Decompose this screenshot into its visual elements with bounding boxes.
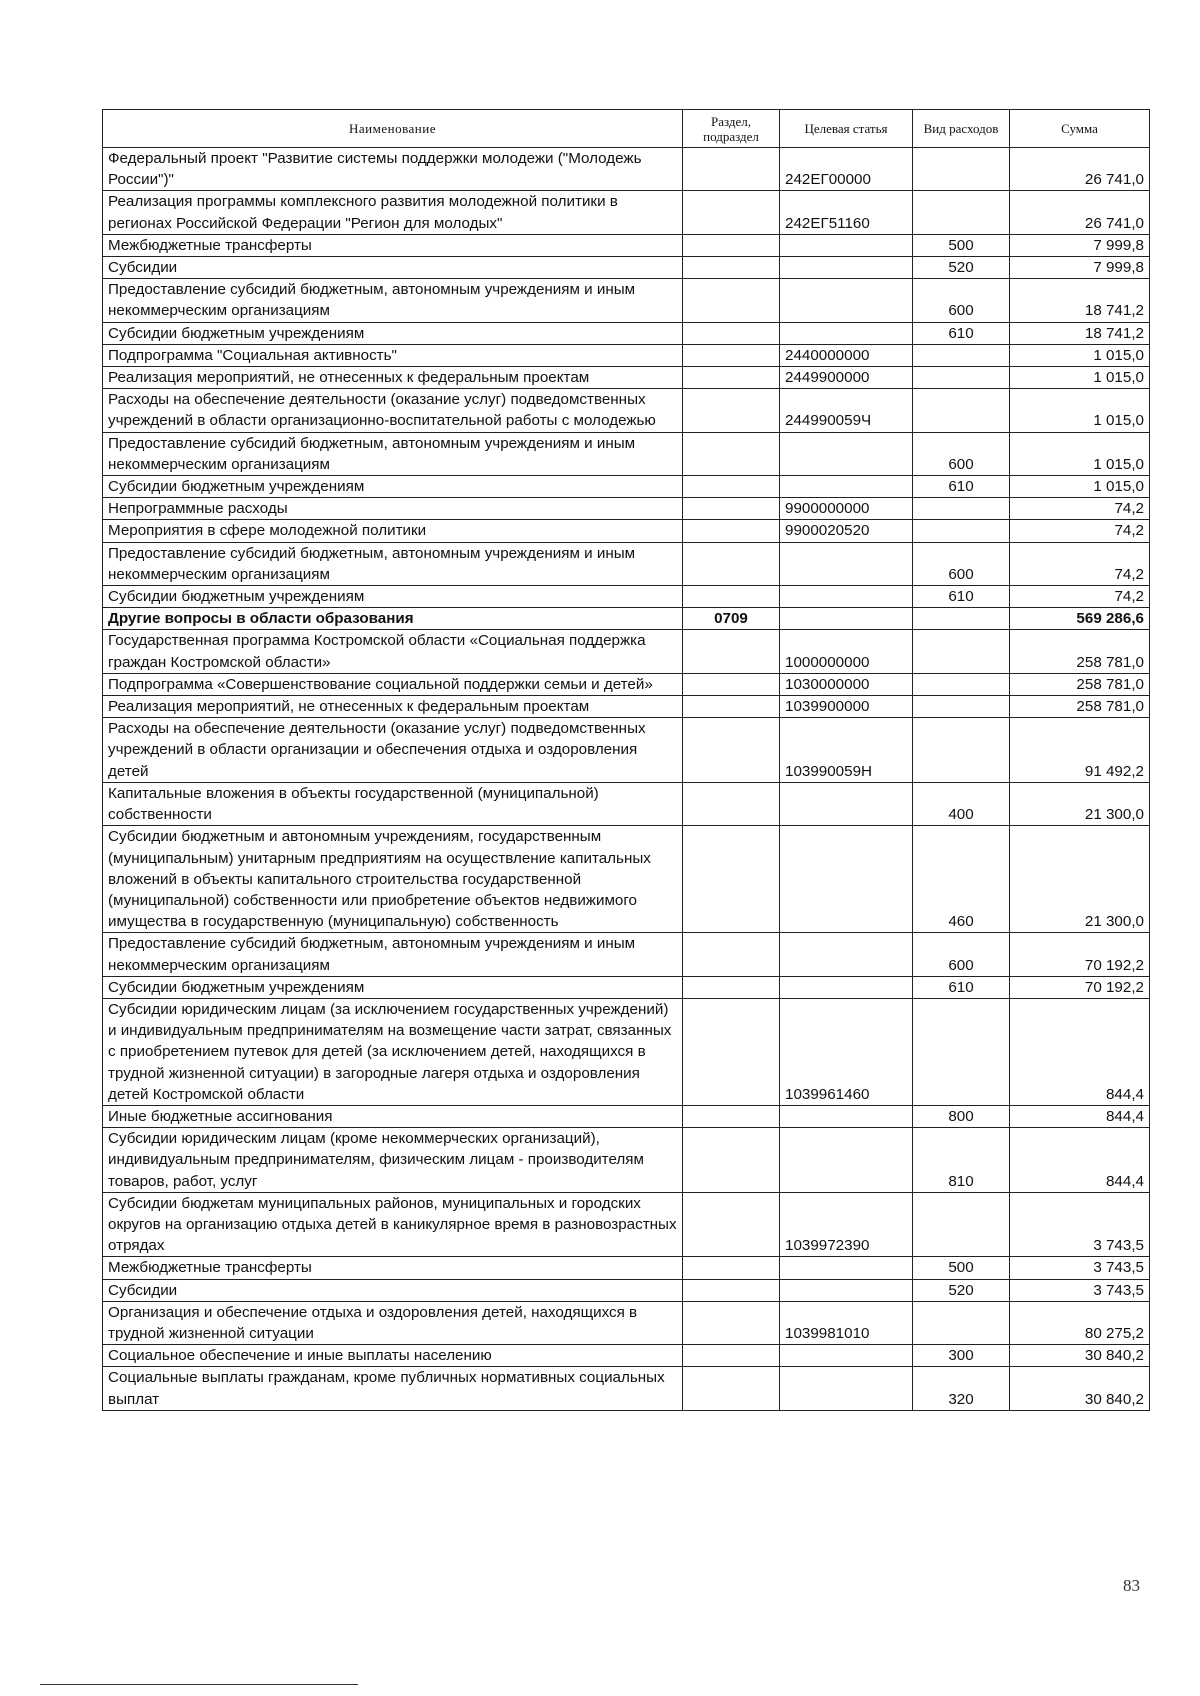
- cell-section: [683, 1301, 780, 1344]
- cell-target: 2440000000: [780, 344, 913, 366]
- cell-type: 460: [913, 826, 1010, 933]
- cell-target: [780, 322, 913, 344]
- cell-name: Другие вопросы в области образования: [103, 608, 683, 630]
- cell-type: [913, 630, 1010, 673]
- cell-type: [913, 498, 1010, 520]
- cell-name: Реализация мероприятий, не отнесенных к федеральным проектам: [103, 696, 683, 718]
- table-body: [103, 148, 1150, 1411]
- cell-target: 2449900000: [780, 367, 913, 389]
- cell-type: [913, 367, 1010, 389]
- cell-section: [683, 1279, 780, 1301]
- cell-name: Расходы на обеспечение деятельности (оказание услуг) подведомственных учреждений в области организационно-воспитательной работы с молодежью: [103, 389, 683, 432]
- cell-sum: 70 192,2: [1010, 933, 1150, 976]
- cell-sum: 30 840,2: [1010, 1345, 1150, 1367]
- cell-sum: 74,2: [1010, 498, 1150, 520]
- cell-type: [913, 998, 1010, 1105]
- cell-name: Подпрограмма "Социальная активность": [103, 344, 683, 366]
- table-row: [103, 1257, 1150, 1279]
- cell-target: [780, 1345, 913, 1367]
- cell-section: [683, 976, 780, 998]
- table-row: [103, 1128, 1150, 1193]
- table-row: [103, 696, 1150, 718]
- cell-name: Расходы на обеспечение деятельности (оказание услуг) подведомственных учреждений в области организации и обеспечения отдыха и оздоровления детей: [103, 718, 683, 783]
- cell-target: [780, 432, 913, 475]
- cell-target: [780, 1367, 913, 1410]
- cell-target: [780, 1128, 913, 1193]
- cell-target: [780, 1279, 913, 1301]
- cell-sum: 844,4: [1010, 1105, 1150, 1127]
- cell-sum: 258 781,0: [1010, 696, 1150, 718]
- cell-name: Государственная программа Костромской области «Социальная поддержка граждан Костромской области»: [103, 630, 683, 673]
- cell-sum: 18 741,2: [1010, 322, 1150, 344]
- cell-target: [780, 826, 913, 933]
- cell-type: [913, 1192, 1010, 1257]
- cell-name: Межбюджетные трансферты: [103, 234, 683, 256]
- cell-name: Иные бюджетные ассигнования: [103, 1105, 683, 1127]
- cell-section: [683, 1128, 780, 1193]
- page-number: 83: [1123, 1576, 1140, 1595]
- cell-type: [913, 1301, 1010, 1344]
- table-row: [103, 1105, 1150, 1127]
- cell-section: [683, 279, 780, 322]
- cell-sum: 21 300,0: [1010, 782, 1150, 825]
- cell-name: Непрограммные расходы: [103, 498, 683, 520]
- cell-name: Предоставление субсидий бюджетным, автономным учреждениям и иным некоммерческим организациям: [103, 432, 683, 475]
- cell-type: 520: [913, 1279, 1010, 1301]
- cell-target: [780, 1105, 913, 1127]
- header-sum: Сумма: [1010, 110, 1150, 148]
- cell-target: 1030000000: [780, 673, 913, 695]
- cell-type: [913, 344, 1010, 366]
- table-row: [103, 367, 1150, 389]
- table-row: [103, 998, 1150, 1105]
- table-row: [103, 279, 1150, 322]
- header-type: Вид расходов: [913, 110, 1010, 148]
- table-row: [103, 933, 1150, 976]
- header-section: Раздел, подраздел: [683, 110, 780, 148]
- cell-type: 600: [913, 279, 1010, 322]
- cell-type: 810: [913, 1128, 1010, 1193]
- cell-name: Организация и обеспечение отдыха и оздоровления детей, находящихся в трудной жизненной ситуации: [103, 1301, 683, 1344]
- cell-target: 103990059Н: [780, 718, 913, 783]
- cell-target: 9900000000: [780, 498, 913, 520]
- cell-section: [683, 344, 780, 366]
- cell-target: 244990059Ч: [780, 389, 913, 432]
- cell-name: Реализация программы комплексного развития молодежной политики в регионах Российской Федерации "Регион для молодых": [103, 191, 683, 234]
- cell-sum: 844,4: [1010, 998, 1150, 1105]
- cell-sum: 258 781,0: [1010, 630, 1150, 673]
- cell-section: [683, 542, 780, 585]
- table-row: [103, 608, 1150, 630]
- cell-sum: 258 781,0: [1010, 673, 1150, 695]
- table-row: [103, 344, 1150, 366]
- cell-sum: 844,4: [1010, 1128, 1150, 1193]
- cell-type: 320: [913, 1367, 1010, 1410]
- cell-type: 400: [913, 782, 1010, 825]
- cell-section: [683, 520, 780, 542]
- cell-section: [683, 432, 780, 475]
- cell-section: [683, 389, 780, 432]
- cell-section: [683, 322, 780, 344]
- table-row: [103, 234, 1150, 256]
- cell-name: Социальное обеспечение и иные выплаты населению: [103, 1345, 683, 1367]
- cell-section: [683, 998, 780, 1105]
- table-row: [103, 718, 1150, 783]
- cell-target: 1039900000: [780, 696, 913, 718]
- cell-target: 242ЕГ51160: [780, 191, 913, 234]
- table-row: [103, 542, 1150, 585]
- cell-sum: 1 015,0: [1010, 476, 1150, 498]
- cell-section: [683, 1345, 780, 1367]
- cell-type: 600: [913, 432, 1010, 475]
- cell-sum: 7 999,8: [1010, 234, 1150, 256]
- table-row: [103, 826, 1150, 933]
- cell-name: Предоставление субсидий бюджетным, автономным учреждениям и иным некоммерческим организациям: [103, 279, 683, 322]
- cell-name: Субсидии бюджетным учреждениям: [103, 976, 683, 998]
- header-name: Наименование: [103, 110, 683, 148]
- cell-section: [683, 191, 780, 234]
- table-row: [103, 976, 1150, 998]
- cell-target: [780, 608, 913, 630]
- cell-type: [913, 673, 1010, 695]
- table-row: [103, 520, 1150, 542]
- table-row: [103, 630, 1150, 673]
- cell-sum: 1 015,0: [1010, 389, 1150, 432]
- cell-name: Субсидии бюджетным учреждениям: [103, 476, 683, 498]
- table-row: [103, 1345, 1150, 1367]
- cell-sum: 91 492,2: [1010, 718, 1150, 783]
- table-row: [103, 476, 1150, 498]
- cell-target: 242ЕГ00000: [780, 148, 913, 191]
- cell-sum: 26 741,0: [1010, 148, 1150, 191]
- cell-section: [683, 1367, 780, 1410]
- cell-target: 9900020520: [780, 520, 913, 542]
- cell-type: 610: [913, 476, 1010, 498]
- cell-sum: 26 741,0: [1010, 191, 1150, 234]
- cell-target: [780, 257, 913, 279]
- cell-type: 300: [913, 1345, 1010, 1367]
- cell-name: Субсидии бюджетным учреждениям: [103, 586, 683, 608]
- cell-section: [683, 782, 780, 825]
- cell-type: [913, 696, 1010, 718]
- cell-section: [683, 498, 780, 520]
- cell-section: 0709: [683, 608, 780, 630]
- cell-name: Реализация мероприятий, не отнесенных к федеральным проектам: [103, 367, 683, 389]
- header-target: Целевая статья: [780, 110, 913, 148]
- table-row: [103, 389, 1150, 432]
- table-row: [103, 1192, 1150, 1257]
- cell-name: Субсидии юридическим лицам (за исключением государственных учреждений) и индивидуальным предпринимателям на возмещение части затрат, связанных с приобретением путевок для детей (за исключением детей, находящихся в трудной жизненной ситуации) в загородные лагеря отдыха и оздоровления детей Костромской области: [103, 998, 683, 1105]
- cell-section: [683, 234, 780, 256]
- cell-section: [683, 673, 780, 695]
- table-row: [103, 1301, 1150, 1344]
- cell-sum: 1 015,0: [1010, 344, 1150, 366]
- cell-section: [683, 826, 780, 933]
- cell-target: [780, 476, 913, 498]
- cell-target: [780, 782, 913, 825]
- cell-sum: 74,2: [1010, 520, 1150, 542]
- cell-target: [780, 976, 913, 998]
- cell-sum: 7 999,8: [1010, 257, 1150, 279]
- cell-section: [683, 476, 780, 498]
- cell-target: [780, 933, 913, 976]
- table-header-row: [103, 110, 1150, 148]
- table-row: [103, 257, 1150, 279]
- cell-name: Федеральный проект "Развитие системы поддержки молодежи ("Молодежь России")": [103, 148, 683, 191]
- cell-name: Мероприятия в сфере молодежной политики: [103, 520, 683, 542]
- budget-table: [102, 109, 1150, 1411]
- cell-type: 520: [913, 257, 1010, 279]
- cell-target: 1039961460: [780, 998, 913, 1105]
- cell-name: Субсидии: [103, 1279, 683, 1301]
- cell-target: 1039972390: [780, 1192, 913, 1257]
- cell-target: [780, 542, 913, 585]
- footer-rule: [40, 1684, 358, 1685]
- cell-target: 1000000000: [780, 630, 913, 673]
- cell-type: 610: [913, 322, 1010, 344]
- cell-type: 600: [913, 542, 1010, 585]
- cell-section: [683, 630, 780, 673]
- cell-name: Предоставление субсидий бюджетным, автономным учреждениям и иным некоммерческим организациям: [103, 933, 683, 976]
- cell-name: Субсидии бюджетам муниципальных районов, муниципальных и городских округов на организацию отдыха детей в каникулярное время в разновозрастных отрядах: [103, 1192, 683, 1257]
- cell-sum: 1 015,0: [1010, 367, 1150, 389]
- table-row: [103, 148, 1150, 191]
- cell-name: Предоставление субсидий бюджетным, автономным учреждениям и иным некоммерческим организациям: [103, 542, 683, 585]
- cell-type: 600: [913, 933, 1010, 976]
- cell-section: [683, 586, 780, 608]
- cell-type: [913, 520, 1010, 542]
- cell-sum: 3 743,5: [1010, 1257, 1150, 1279]
- cell-section: [683, 933, 780, 976]
- table-row: [103, 191, 1150, 234]
- cell-name: Субсидии юридическим лицам (кроме некоммерческих организаций), индивидуальным предпринимателям, физическим лицам - производителям товаров, работ, услуг: [103, 1128, 683, 1193]
- cell-section: [683, 148, 780, 191]
- cell-name: Субсидии бюджетным и автономным учреждениям, государственным (муниципальным) унитарным предприятиям на осуществление капитальных вложений в объекты капитального строительства государственной (муниципальной) собственности или приобретение объектов недвижимого имущества в государственную (муниципальную) собственность: [103, 826, 683, 933]
- table-row: [103, 1279, 1150, 1301]
- table-row: [103, 673, 1150, 695]
- cell-sum: 18 741,2: [1010, 279, 1150, 322]
- cell-target: [780, 586, 913, 608]
- cell-sum: 3 743,5: [1010, 1279, 1150, 1301]
- cell-name: Субсидии: [103, 257, 683, 279]
- cell-target: [780, 234, 913, 256]
- cell-section: [683, 1105, 780, 1127]
- cell-section: [683, 367, 780, 389]
- cell-sum: 21 300,0: [1010, 826, 1150, 933]
- cell-type: [913, 389, 1010, 432]
- cell-type: 500: [913, 234, 1010, 256]
- cell-type: 610: [913, 586, 1010, 608]
- cell-sum: 70 192,2: [1010, 976, 1150, 998]
- cell-target: 1039981010: [780, 1301, 913, 1344]
- cell-sum: 569 286,6: [1010, 608, 1150, 630]
- cell-sum: 30 840,2: [1010, 1367, 1150, 1410]
- table-row: [103, 322, 1150, 344]
- table-row: [103, 432, 1150, 475]
- cell-name: Подпрограмма «Совершенствование социальной поддержки семьи и детей»: [103, 673, 683, 695]
- table-row: [103, 586, 1150, 608]
- table-row: [103, 782, 1150, 825]
- cell-section: [683, 1257, 780, 1279]
- cell-type: [913, 191, 1010, 234]
- cell-sum: 74,2: [1010, 586, 1150, 608]
- cell-sum: 3 743,5: [1010, 1192, 1150, 1257]
- cell-section: [683, 718, 780, 783]
- cell-section: [683, 1192, 780, 1257]
- cell-section: [683, 696, 780, 718]
- cell-sum: 74,2: [1010, 542, 1150, 585]
- cell-sum: 1 015,0: [1010, 432, 1150, 475]
- cell-name: Социальные выплаты гражданам, кроме публичных нормативных социальных выплат: [103, 1367, 683, 1410]
- cell-name: Субсидии бюджетным учреждениям: [103, 322, 683, 344]
- table-row: [103, 498, 1150, 520]
- cell-type: [913, 718, 1010, 783]
- cell-type: [913, 148, 1010, 191]
- cell-target: [780, 1257, 913, 1279]
- cell-name: Капитальные вложения в объекты государственной (муниципальной) собственности: [103, 782, 683, 825]
- cell-type: 500: [913, 1257, 1010, 1279]
- cell-section: [683, 257, 780, 279]
- cell-type: [913, 608, 1010, 630]
- cell-type: 800: [913, 1105, 1010, 1127]
- cell-name: Межбюджетные трансферты: [103, 1257, 683, 1279]
- cell-sum: 80 275,2: [1010, 1301, 1150, 1344]
- cell-type: 610: [913, 976, 1010, 998]
- table-row: [103, 1367, 1150, 1410]
- cell-target: [780, 279, 913, 322]
